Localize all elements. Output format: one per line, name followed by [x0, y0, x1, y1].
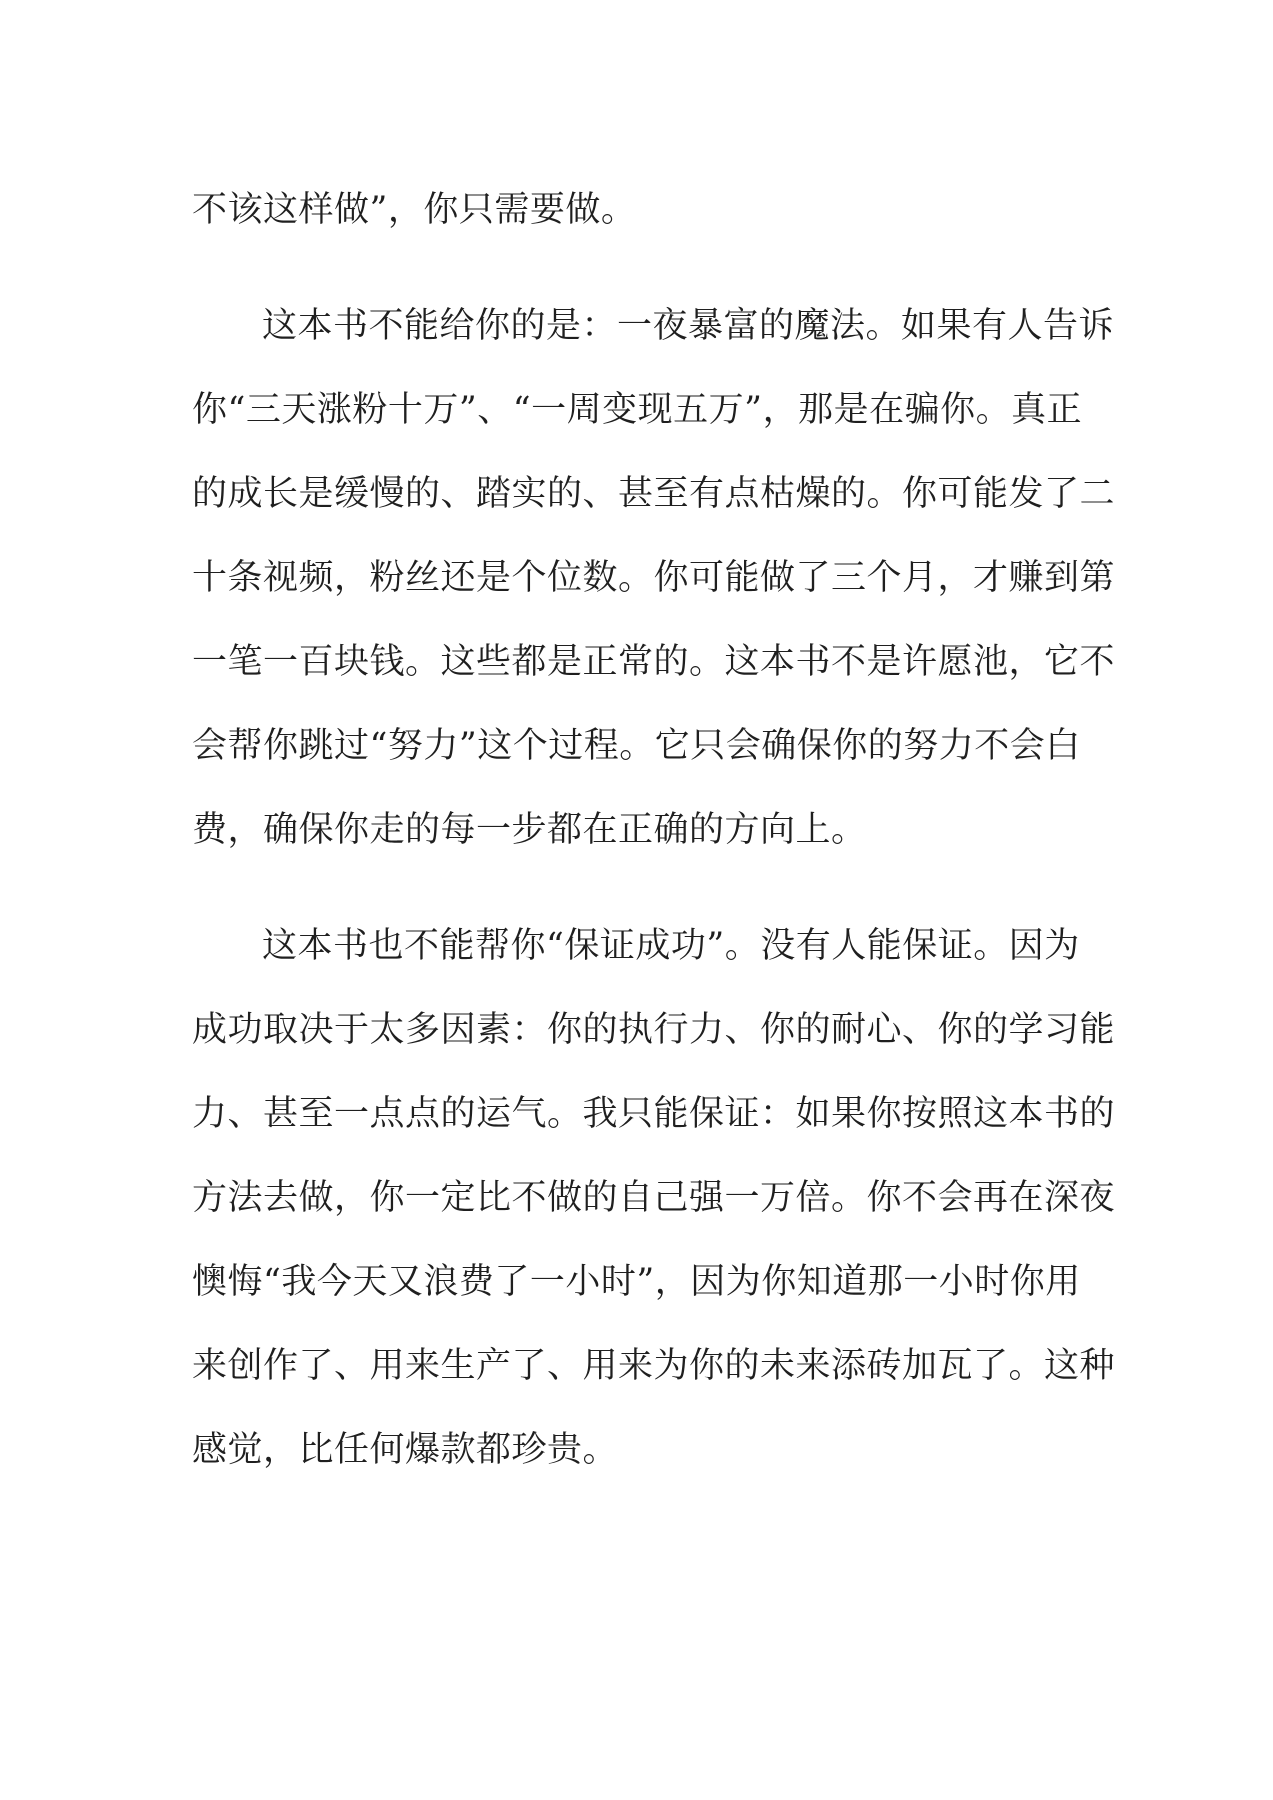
- text-line: 的成长是缓慢的、踏实的、甚至有点枯燥的。你可能发了二: [192, 474, 1116, 514]
- text-line: 方法去做，你一定比不做的自己强一万倍。你不会再在深夜: [192, 1178, 1116, 1218]
- text-line: 来创作了、用来生产了、用来为你的未来添砖加瓦了。这种: [192, 1346, 1116, 1386]
- text-line: 力、甚至一点点的运气。我只能保证：如果你按照这本书的: [192, 1094, 1116, 1134]
- paragraph-1: [192, 168, 1082, 252]
- paragraph-2: [192, 284, 1116, 872]
- text-line: 费，确保你走的每一步都在正确的方向上。: [192, 810, 867, 850]
- text-line: 懊悔“我今天又浪费了一小时”，因为你知道那一小时你用: [192, 1262, 1081, 1302]
- text-line: 十条视频，粉丝还是个位数。你可能做了三个月，才赚到第: [192, 558, 1116, 598]
- text-line: 感觉，比任何爆款都珍贵。: [192, 1430, 619, 1470]
- text-line: 成功取决于太多因素：你的执行力、你的耐心、你的学习能: [192, 1010, 1116, 1050]
- text-line: 你“三天涨粉十万”、“一周变现五万”，那是在骗你。真正: [192, 390, 1083, 430]
- paragraph-3: [192, 904, 1116, 1492]
- body-text: [192, 168, 1116, 1492]
- paragraph-spacer: [192, 252, 1082, 284]
- text-line: 一笔一百块钱。这些都是正常的。这本书不是许愿池，它不: [192, 642, 1116, 682]
- text-line: 这本书也不能帮你“保证成功”。没有人能保证。因为: [262, 926, 1080, 966]
- text-line: 不该这样做”，你只需要做。: [192, 190, 637, 230]
- paragraph-spacer: [192, 872, 1082, 904]
- text-line: 会帮你跳过“努力”这个过程。它只会确保你的努力不会白: [192, 726, 1081, 766]
- text-line: 这本书不能给你的是：一夜暴富的魔法。如果有人告诉: [262, 306, 1115, 346]
